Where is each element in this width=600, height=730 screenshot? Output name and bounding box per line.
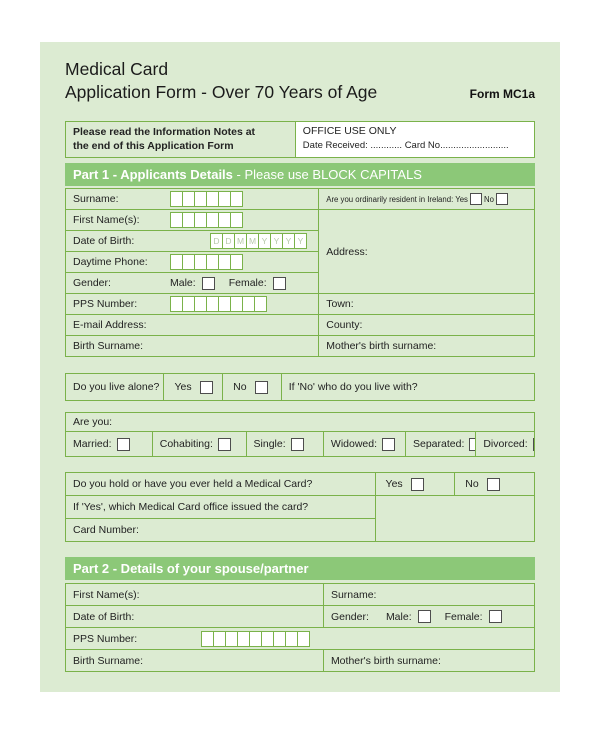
held-card-yes-cell (375, 473, 455, 496)
county-cell[interactable] (319, 315, 535, 336)
table-row (66, 294, 535, 315)
part2-table (65, 583, 535, 672)
live-alone-no-checkbox[interactable] (255, 381, 268, 394)
resident-yes-checkbox[interactable] (470, 193, 482, 205)
are-you-label: Are you: (73, 416, 113, 428)
table-row (66, 210, 535, 231)
live-alone-yes-label: Yes (174, 381, 192, 393)
pps-input-boxes[interactable] (170, 296, 266, 312)
info-note-cell (66, 122, 296, 158)
held-card-question-cell (66, 473, 376, 496)
spouse-birth-surname-cell[interactable] (66, 650, 324, 672)
table-row (66, 432, 535, 457)
cohabiting-checkbox[interactable] (218, 438, 231, 451)
table-row (66, 336, 535, 357)
spouse-first-names-label: First Name(s): (73, 588, 140, 601)
table-row (66, 315, 535, 336)
card-number-cell[interactable] (66, 519, 376, 542)
male-checkbox[interactable] (202, 277, 215, 290)
spouse-surname-label: Surname: (330, 588, 377, 601)
spouse-dob-label: Date of Birth: (73, 610, 135, 623)
info-note-line2: the end of this Application Form (73, 139, 234, 152)
live-alone-no-label: No (233, 381, 247, 393)
table-row (66, 496, 535, 519)
issuing-office-input-area[interactable] (375, 496, 534, 542)
divorced-label: Divorced: (483, 438, 528, 450)
marital-option-separated (405, 432, 475, 457)
address-input-area[interactable] (319, 210, 535, 294)
address-label: Address: (326, 245, 368, 258)
divorced-checkbox[interactable] (533, 438, 535, 451)
held-card-question: Do you hold or have you ever held a Medical Card? (73, 478, 313, 490)
table-row (66, 606, 535, 628)
town-cell[interactable] (319, 294, 535, 315)
part1-header (65, 163, 535, 186)
spouse-dob-cell[interactable] (66, 606, 324, 628)
live-alone-question-cell (66, 374, 164, 401)
gender-label: Gender: (73, 277, 111, 289)
pps-cell (66, 294, 319, 315)
part1-header-title: Part 1 - Applicants Details (73, 167, 233, 182)
married-label: Married: (73, 438, 112, 450)
spouse-female-label: Female: (444, 610, 483, 623)
mother-surname-cell[interactable] (319, 336, 535, 357)
held-card-no-cell (455, 473, 535, 496)
dob-cell (66, 231, 319, 252)
held-card-no-checkbox[interactable] (487, 478, 500, 491)
first-names-label: First Name(s): (73, 214, 140, 226)
live-alone-yes-checkbox[interactable] (200, 381, 213, 394)
dob-label: Date of Birth: (73, 235, 135, 247)
table-row (66, 374, 535, 401)
cohabiting-label: Cohabiting: (159, 438, 213, 450)
form-title (65, 58, 377, 104)
table-row (66, 413, 535, 432)
table-row (66, 473, 535, 496)
office-use-fields: Date Received: ............ Card No.......................... (302, 140, 509, 151)
resident-no-checkbox[interactable] (496, 193, 508, 205)
marital-option-widowed (323, 432, 405, 457)
birth-surname-label: Birth Surname: (73, 340, 144, 352)
mother-surname-label: Mother's birth surname: (326, 340, 437, 352)
female-label: Female: (228, 277, 267, 289)
spouse-pps-label: PPS Number: (73, 632, 138, 645)
live-alone-table (65, 373, 535, 401)
gender-cell (66, 273, 319, 294)
first-names-cell (66, 210, 319, 231)
card-number-label: Card Number: (73, 524, 139, 536)
spouse-male-label: Male: (385, 610, 412, 623)
town-label: Town: (326, 298, 354, 310)
resident-cell (319, 189, 535, 210)
widowed-label: Widowed: (330, 438, 378, 450)
form-code: Form MC1a (469, 87, 535, 101)
surname-cell (66, 189, 319, 210)
title-block (65, 58, 535, 104)
dob-input-boxes[interactable]: D D M M Y Y Y Y (210, 233, 306, 249)
issuing-office-cell[interactable] (66, 496, 376, 519)
married-checkbox[interactable] (117, 438, 130, 451)
phone-cell (66, 252, 319, 273)
part1-table (65, 188, 535, 357)
email-label: E-mail Address: (73, 319, 147, 331)
form-title-line2: Application Form - Over 70 Years of Age (65, 82, 378, 102)
resident-yes-label: Yes (455, 194, 468, 204)
are-you-cell (66, 413, 535, 432)
spouse-surname-cell[interactable] (323, 584, 534, 606)
phone-label: Daytime Phone: (73, 256, 148, 268)
first-names-input-boxes[interactable] (170, 212, 242, 228)
spouse-mother-surname-cell[interactable] (323, 650, 534, 672)
surname-label: Surname: (73, 193, 119, 205)
phone-input-boxes[interactable] (170, 254, 242, 270)
info-note-line1: Please read the Information Notes at (73, 126, 256, 138)
marital-status-table (65, 412, 535, 457)
info-box (65, 121, 535, 158)
resident-no-label: No (483, 194, 494, 204)
form-page (40, 42, 560, 692)
male-label: Male: (170, 277, 196, 289)
table-row (66, 189, 535, 210)
marital-option-cohabiting (152, 432, 246, 457)
held-card-yes-label: Yes (385, 478, 403, 490)
marital-option-single (246, 432, 323, 457)
female-checkbox[interactable] (273, 277, 286, 290)
spouse-pps-cell (66, 628, 535, 650)
office-use-only-label: OFFICE USE ONLY (302, 125, 397, 137)
spouse-female-checkbox[interactable] (489, 610, 502, 623)
spouse-birth-surname-label: Birth Surname: (73, 654, 144, 667)
held-card-no-label: No (465, 478, 479, 490)
held-card-yes-checkbox[interactable] (411, 478, 424, 491)
single-checkbox[interactable] (291, 438, 304, 451)
table-row (66, 628, 535, 650)
spouse-pps-input-boxes[interactable] (201, 631, 309, 647)
live-alone-no-cell (223, 374, 282, 401)
spouse-gender-label: Gender: (330, 610, 369, 623)
part2-header-title: Part 2 - Details of your spouse/partner (73, 561, 309, 576)
marital-option-married (66, 432, 153, 457)
surname-input-boxes[interactable] (170, 191, 242, 207)
birth-surname-cell[interactable] (66, 336, 319, 357)
live-alone-yes-cell (164, 374, 223, 401)
part1-header-subtitle: - Please use BLOCK CAPITALS (232, 167, 422, 182)
office-use-box (295, 122, 534, 158)
pps-label: PPS Number: (73, 298, 138, 310)
medical-card-table (65, 472, 535, 542)
part2-header (65, 557, 535, 580)
single-label: Single: (253, 438, 286, 450)
spouse-mother-surname-label: Mother's birth surname: (330, 654, 441, 667)
email-cell[interactable] (66, 315, 319, 336)
live-alone-question: Do you live alone? (73, 381, 160, 393)
widowed-checkbox[interactable] (382, 438, 395, 451)
resident-question-label: Are you ordinarily resident in Ireland: (326, 194, 454, 204)
form-title-line1: Medical Card (65, 59, 169, 79)
spouse-gender-cell (323, 606, 534, 628)
live-with-question: If 'No' who do you live with? (288, 381, 418, 393)
separated-checkbox[interactable] (469, 438, 475, 451)
table-row (66, 584, 535, 606)
issuing-office-question: If 'Yes', which Medical Card office issued the card? (73, 501, 309, 513)
marital-option-divorced (476, 432, 535, 457)
spouse-male-checkbox[interactable] (418, 610, 431, 623)
separated-label: Separated: (412, 438, 465, 450)
county-label: County: (326, 319, 363, 331)
spouse-first-names-cell[interactable] (66, 584, 324, 606)
table-row (66, 650, 535, 672)
live-with-input-area[interactable] (281, 374, 534, 401)
